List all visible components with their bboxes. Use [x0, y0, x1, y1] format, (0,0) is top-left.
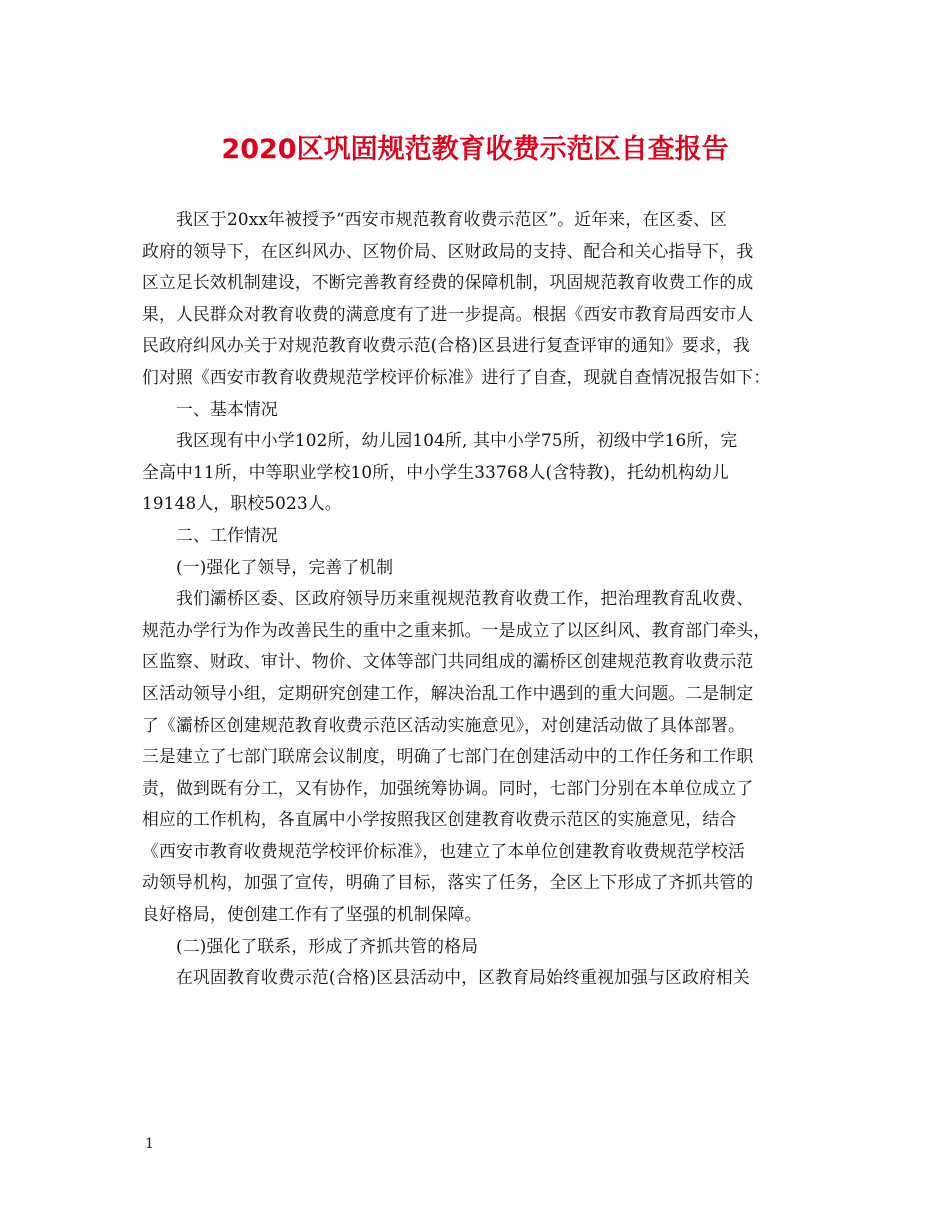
text-line: 区活动领导小组，定期研究创建工作，解决治乱工作中遇到的重大问题。二是制定 [142, 682, 754, 703]
text-line: 我区于20xx年被授予“西安市规范教育收费示范区”。近年来，在区委、区 [176, 209, 728, 229]
text-line: 们对照《西安市教育收费规范学校评价标准》进行了自查，现就自查情况报告如下： [142, 366, 771, 387]
text-line: 果，人民群众对教育收费的满意度有了进一步提高。根据《西安市教育局西安市人 [142, 303, 754, 324]
text-line: 三是建立了七部门联席会议制度，明确了七部门在创建活动中的工作任务和工作职 [142, 746, 754, 767]
text-line: 我区现有中小学102所，幼儿园104所, 其中小学75所，初级中学16所，完 [176, 430, 738, 451]
text-line: 区立足长效机制建设，不断完善教育经费的保障机制，巩固规范教育收费工作的成 [142, 272, 754, 293]
text-line: 了《灞桥区创建规范教育收费示范区活动实施意见》，对创建活动做了具体部署。 [142, 714, 745, 735]
text-line: 19148人，职校5023人。 [142, 493, 342, 514]
text-line: 良好格局，使创建工作有了坚强的机制保障。 [142, 904, 482, 925]
page-title: 2020区巩固规范教育收费示范区自查报告 [221, 134, 729, 165]
text-line: 民政府纠风办关于对规范教育收费示范(合格)区县进行复查评审的通知》要求，我 [142, 335, 750, 356]
text-line: 在巩固教育收费示范(合格)区县活动中，区教育局始终重视加强与区政府相关 [176, 967, 750, 988]
text-line: 责，做到既有分工，又有协作，加强统筹协调。同时，七部门分别在本单位成立了 [142, 777, 754, 798]
text-line: 一、基本情况 [176, 398, 278, 419]
text-line: (二)强化了联系，形成了齐抓共管的格局 [176, 935, 479, 956]
text-line: 我们灞桥区委、区政府领导历来重视规范教育收费工作，把治理教育乱收费、 [176, 588, 754, 609]
text-line: 二、工作情况 [176, 524, 278, 545]
text-line: 政府的领导下，在区纠风办、区物价局、区财政局的支持、配合和关心指导下，我 [142, 240, 754, 261]
page-number: 1 [145, 1136, 154, 1152]
text-line: 规范办学行为作为改善民生的重中之重来抓。一是成立了以区纠风、教育部门牵头， [142, 619, 771, 640]
text-line: 相应的工作机构，各直属中小学按照我区创建教育收费示范区的实施意见，结合 [142, 809, 737, 830]
text-line: 动领导机构，加强了宣传，明确了目标，落实了任务，全区上下形成了齐抓共管的 [142, 872, 754, 893]
text-line: 《西安市教育收费规范学校评价标准》，也建立了本单位创建教育收费规范学校活 [142, 840, 745, 861]
text-line: 全高中11所，中等职业学校10所，中小学生33768人(含特教)，托幼机构幼儿 [142, 461, 729, 482]
text-line: 区监察、财政、审计、物价、文体等部门共同组成的灞桥区创建规范教育收费示范 [142, 651, 754, 672]
text-line: (一)强化了领导，完善了机制 [176, 556, 394, 577]
body-text [142, 204, 818, 994]
